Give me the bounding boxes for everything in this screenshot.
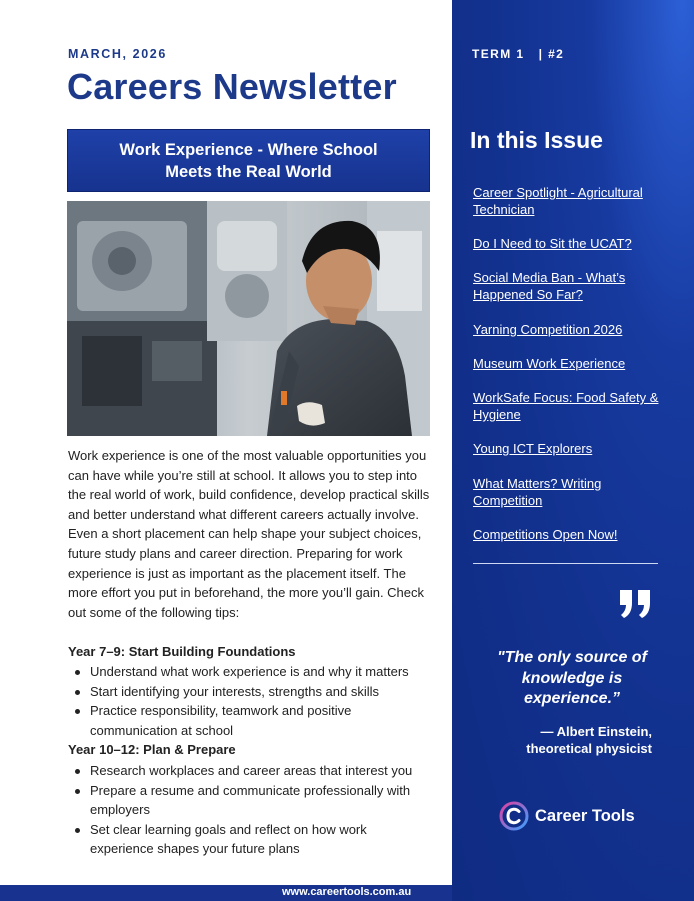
toc-link-career-spotlight[interactable]: Career Spotlight - Agricultural Technician bbox=[473, 185, 643, 217]
toc-link-ucat[interactable]: Do I Need to Sit the UCAT? bbox=[473, 236, 632, 251]
list-item: Research workplaces and career areas that interest you bbox=[68, 761, 428, 781]
list-item: Prepare a resume and communicate professionally with employers bbox=[68, 781, 428, 820]
feature-banner bbox=[67, 129, 430, 192]
attribution-name: — Albert Einstein, bbox=[540, 724, 652, 739]
page-title: Careers Newsletter bbox=[67, 66, 397, 107]
quotation-mark-icon bbox=[618, 590, 652, 623]
feature-banner-text: Work Experience - Where School Meets the Real World bbox=[119, 140, 378, 181]
toc-link-what-matters[interactable]: What Matters? Writing Competition bbox=[473, 476, 602, 508]
term-label: TERM 1 | #2 bbox=[472, 47, 565, 61]
section-heading-year-7-9: Year 7–9: Start Building Foundations bbox=[68, 644, 296, 659]
divider bbox=[473, 563, 658, 564]
toc-link-competitions-open[interactable]: Competitions Open Now! bbox=[473, 527, 618, 542]
career-tools-logo-icon bbox=[499, 801, 529, 831]
brand-logo bbox=[499, 801, 635, 831]
tips-list-year-10-12 bbox=[68, 761, 428, 859]
footer-bar bbox=[0, 885, 452, 901]
toc-link-yarning-competition[interactable]: Yarning Competition 2026 bbox=[473, 322, 623, 337]
in-this-issue-heading: In this Issue bbox=[470, 127, 603, 153]
toc-link-social-media-ban[interactable]: Social Media Ban - What’s Happened So Far? bbox=[473, 270, 626, 302]
quote-text: "The only source of knowledge is experience.” bbox=[497, 649, 647, 707]
intro-paragraph: Work experience is one of the most valuable opportunities you can have while you’re still at school. It allows you to step into the real world of work, build confidence, develop practical skills and better understand what different careers actually involve. Even a short placement can help shape your subject choices, future study plans and career direction. Preparing for work experience is just as important as the placement itself. The more effort you put in beforehand, the more you’ll gain. Check out some of the following tips: bbox=[68, 448, 430, 620]
section-heading-year-10-12: Year 10–12: Plan & Prepare bbox=[68, 742, 236, 757]
list-item: Start identifying your interests, strengths and skills bbox=[68, 682, 428, 702]
list-item: Practice responsibility, teamwork and positive communication at school bbox=[68, 701, 428, 740]
sidebar bbox=[452, 0, 694, 901]
toc-link-museum-work-experience[interactable]: Museum Work Experience bbox=[473, 356, 626, 371]
attribution-role: theoretical physicist bbox=[526, 741, 652, 756]
list-item: Understand what work experience is and why it matters bbox=[68, 662, 428, 682]
brand-name: Career Tools bbox=[535, 806, 635, 825]
list-item: Set clear learning goals and reflect on how work experience shapes your future plans bbox=[68, 820, 428, 859]
worker-photo bbox=[67, 201, 430, 436]
toc-link-young-ict-explorers[interactable]: Young ICT Explorers bbox=[473, 441, 593, 456]
tips-list-year-7-9 bbox=[68, 662, 428, 740]
toc-link-worksafe-focus[interactable]: WorkSafe Focus: Food Safety & Hygiene bbox=[473, 390, 659, 422]
footer-url[interactable]: www.careertools.com.au bbox=[282, 886, 412, 898]
quote-attribution bbox=[526, 723, 652, 757]
issue-date: MARCH, 2026 bbox=[68, 47, 167, 61]
